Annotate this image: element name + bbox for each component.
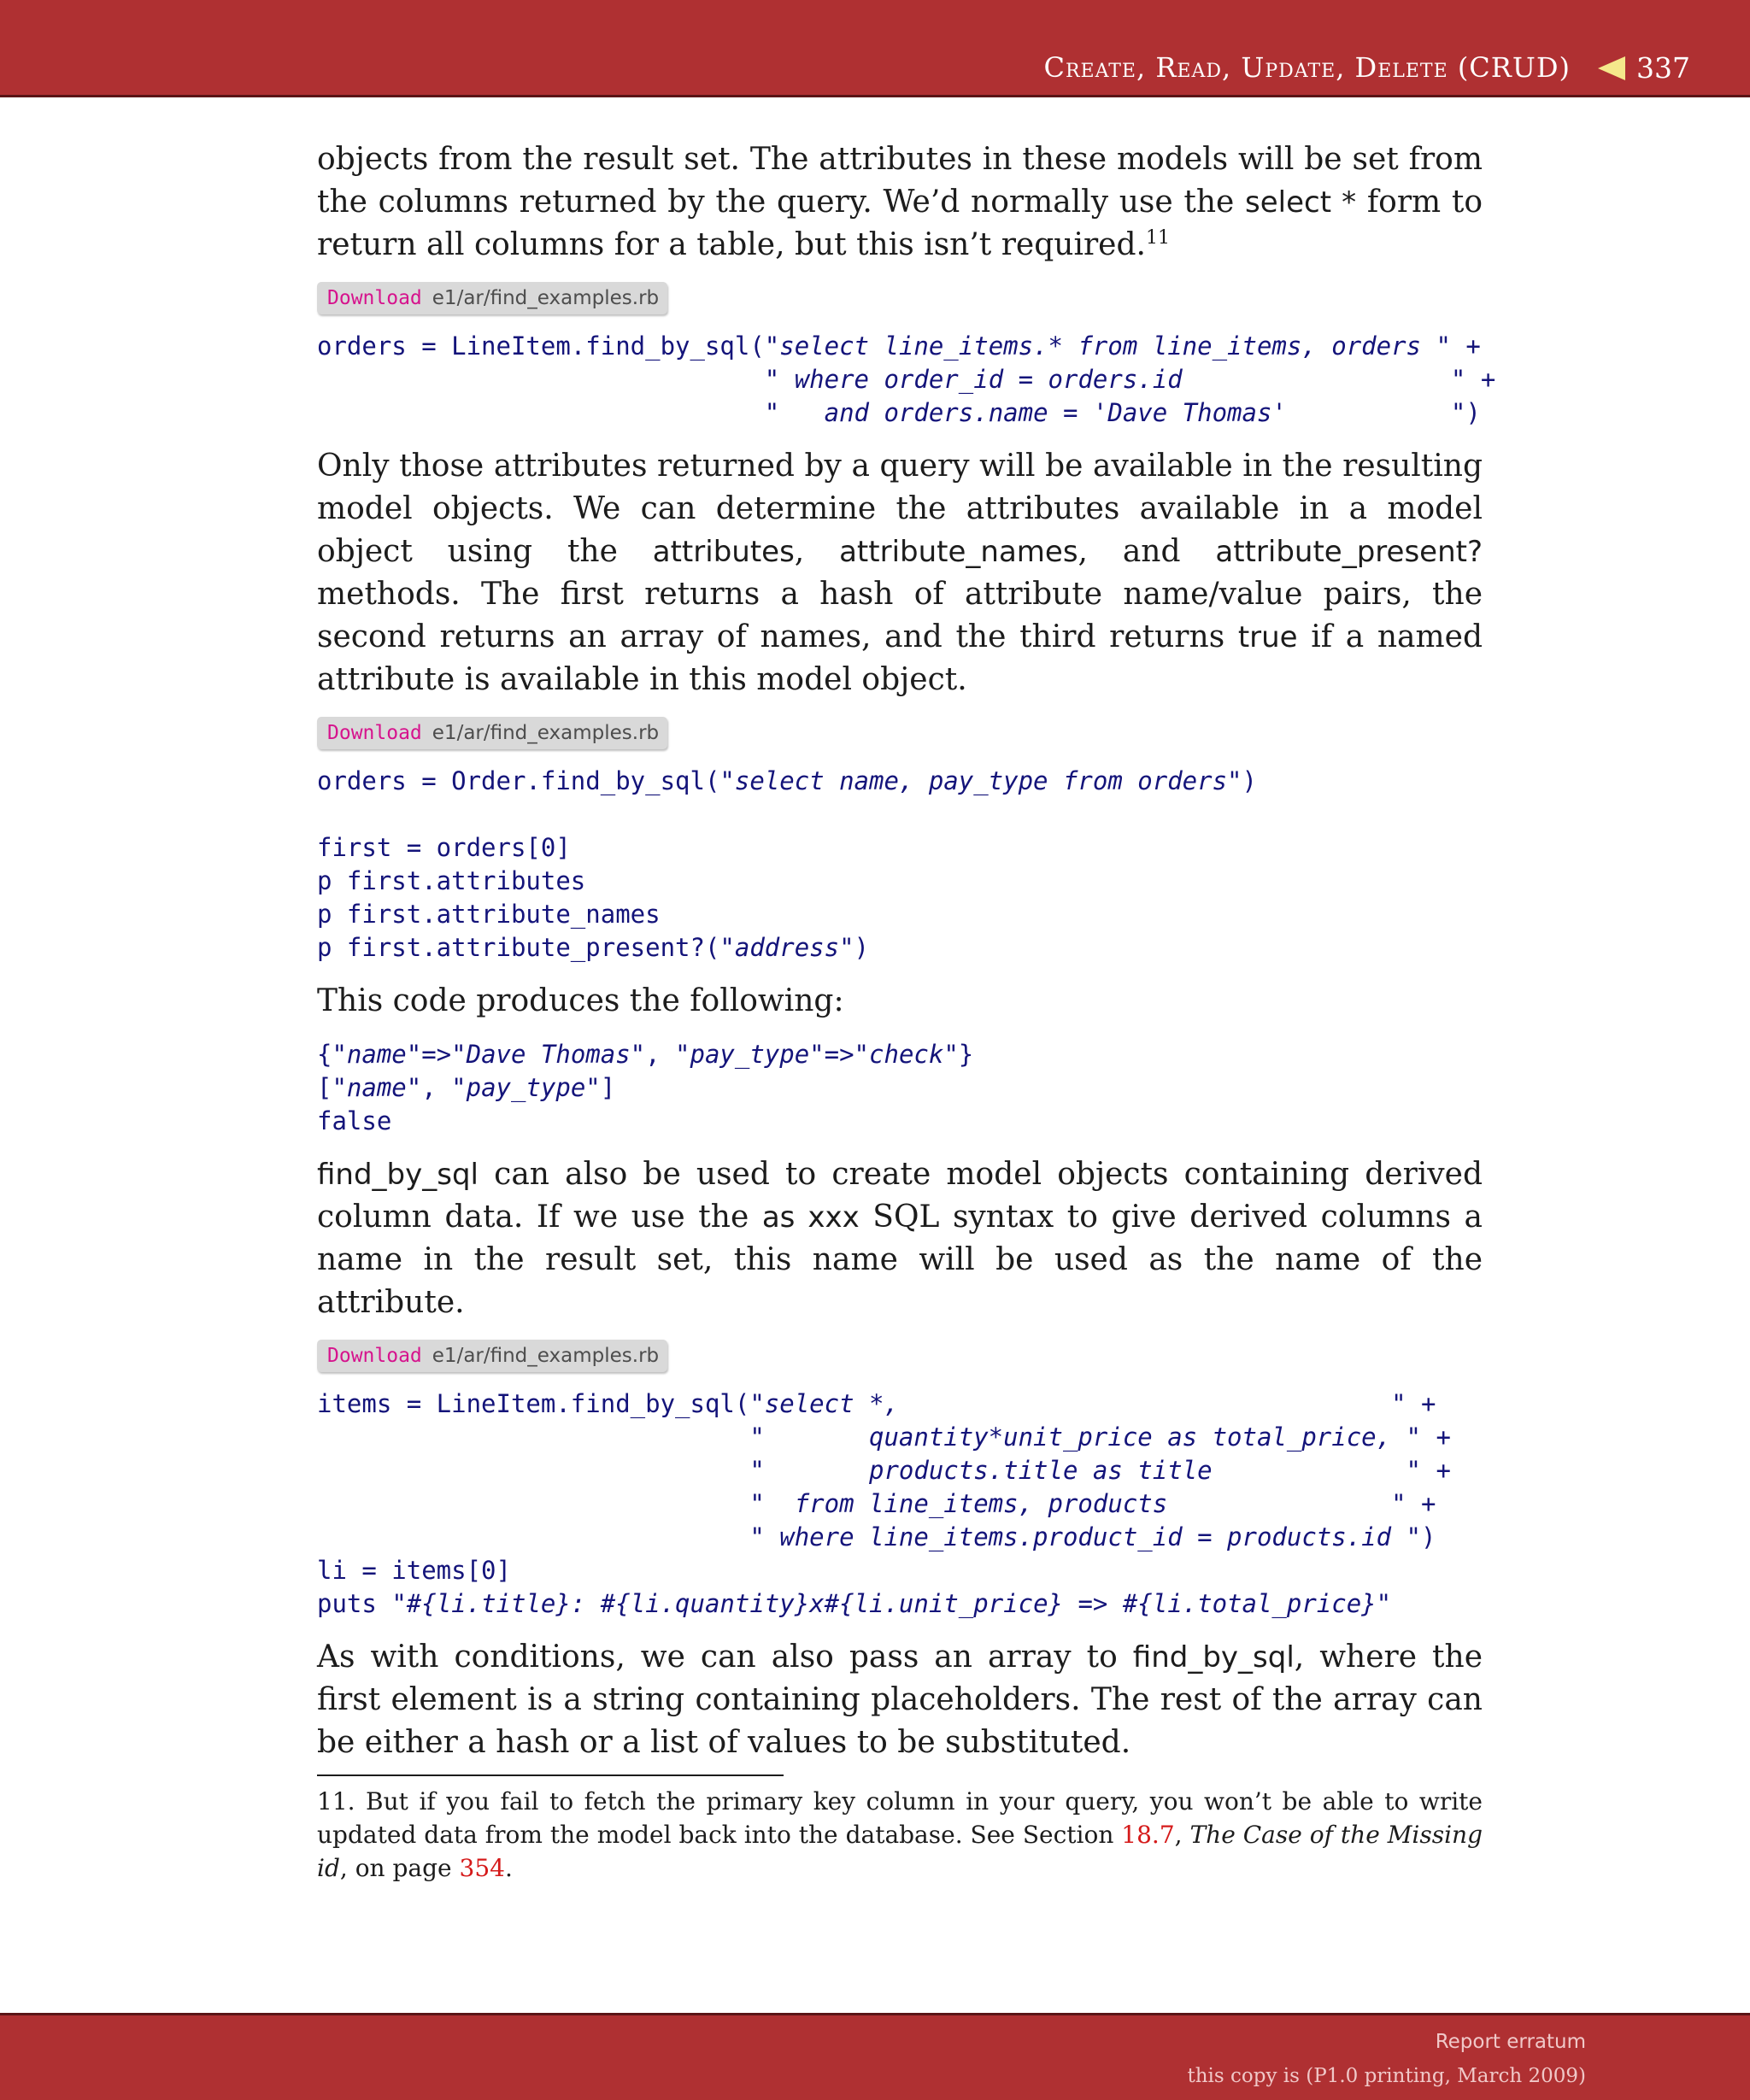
- code-line: [317, 833, 571, 862]
- code-string: " products.title as title ": [749, 1456, 1422, 1485]
- code-line: [317, 900, 661, 929]
- code-string: "select line_items.* from line_items, orders ": [764, 331, 1451, 361]
- code-block-1: [317, 330, 1496, 430]
- code-string: "name": [332, 1073, 422, 1102]
- code-text: +: [1406, 1489, 1436, 1518]
- code-string: " quantity*unit_price as total_price, ": [749, 1422, 1422, 1452]
- paragraph-3: This code produces the following:: [317, 983, 844, 1018]
- code-line: [317, 1040, 973, 1069]
- code-text: puts: [317, 1589, 392, 1618]
- code-string: " and orders.name = 'Dave Thomas' ": [764, 398, 1466, 427]
- code-text: p first.attribute_names: [317, 900, 661, 929]
- paragraph-5: As with conditions, we can also pass an array to find_by_sql, where the first element is a string containing placeholders. The rest of the array can be either a hash or a list of values to be substituted.: [317, 1640, 1483, 1760]
- paragraph-4: find_by_sql can also be used to create model objects containing derived column data. If we use the as xxx SQL syntax to give derived columns a name in the result set, this name will be used as the name of the attribute.: [317, 1157, 1483, 1320]
- code-text: ): [854, 933, 870, 962]
- download-link[interactable]: Download e1/ar/find_examples.rb: [317, 717, 667, 749]
- report-erratum-link[interactable]: Report erratum: [1435, 2031, 1586, 2053]
- code-text: +: [1450, 331, 1481, 361]
- code-string: "select *, ": [749, 1389, 1406, 1418]
- code-line: [317, 1073, 615, 1102]
- code-text: li = items[0]: [317, 1556, 511, 1585]
- page-footer: [0, 2013, 1750, 2100]
- code-string: "#{li.title}: #{li.quantity}x#{li.unit_price} => #{li.total_price}": [391, 1589, 1392, 1618]
- code-text: {: [317, 1040, 332, 1069]
- code-text: }: [958, 1040, 974, 1069]
- back-arrow-icon[interactable]: [1598, 56, 1625, 80]
- code-line: [317, 933, 869, 962]
- code-line: [317, 365, 1495, 394]
- code-text: ,: [421, 1073, 452, 1102]
- code-text: +: [1406, 1389, 1436, 1418]
- code-text: [317, 1489, 749, 1518]
- code-text: ]: [600, 1073, 616, 1102]
- code-text: +: [1421, 1422, 1451, 1452]
- code-text: ): [1242, 766, 1257, 795]
- code-text: [317, 1522, 749, 1552]
- paragraph-2: Only those attributes returned by a query will be available in the resulting model objects. We can determine the attributes available in a model object using the attributes, attribute_names, and attribute_present? methods. The first returns a hash of attribute name/value pairs, the second returns an array of names, and the third returns true if a named attribute is available in this model object.: [317, 449, 1483, 697]
- chapter-title: Create, Read, Update, Delete (CRUD): [1043, 51, 1571, 84]
- code-block-2: [317, 765, 1483, 965]
- code-text: p first.attribute_present?(: [317, 933, 720, 962]
- code-line: [317, 1522, 1436, 1552]
- code-text: [317, 398, 765, 427]
- code-line: [317, 1389, 1436, 1418]
- footnote-divider: [317, 1774, 784, 1776]
- code-string: "pay_type"=>"check": [675, 1040, 959, 1069]
- page-content: [317, 138, 1496, 1885]
- code-string: " from line_items, products ": [749, 1489, 1406, 1518]
- code-string: "name"=>"Dave Thomas": [332, 1040, 646, 1069]
- code-line: [317, 1106, 391, 1135]
- code-line: [317, 1422, 1451, 1452]
- code-text: [317, 1422, 749, 1452]
- page-link[interactable]: 354: [459, 1854, 505, 1882]
- download-link[interactable]: Download e1/ar/find_examples.rb: [317, 282, 667, 314]
- code-text: false: [317, 1106, 392, 1135]
- code-text: orders = Order.find_by_sql(: [317, 766, 720, 795]
- footnote-marker[interactable]: 11: [1145, 227, 1170, 249]
- copy-notice: this copy is (P1.0 printing, March 2009): [1187, 2065, 1586, 2087]
- code-output-block: [317, 1038, 1483, 1138]
- code-text: [: [317, 1073, 332, 1102]
- code-line: [317, 1556, 511, 1585]
- code-line: [317, 331, 1481, 361]
- inline-code: select *: [1245, 185, 1357, 220]
- code-text: items = LineItem.find_by_sql(: [317, 1389, 750, 1418]
- code-text: ): [1421, 1522, 1436, 1552]
- code-line: [317, 766, 1257, 795]
- code-string: "address": [719, 933, 854, 962]
- code-line: [317, 1489, 1436, 1518]
- page-header: [0, 0, 1750, 97]
- paragraph-1: objects from the result set. The attributes in these models will be set from the columns returned by the query. We’d normally use the select * form to return all columns for a table, but this isn’t required.$^{11}$: [317, 142, 1483, 262]
- code-text: +: [1421, 1456, 1451, 1485]
- download-link[interactable]: Download e1/ar/find_examples.rb: [317, 1340, 667, 1372]
- section-link[interactable]: 18.7: [1121, 1821, 1175, 1849]
- code-text: +: [1465, 365, 1496, 394]
- code-text: first = orders[0]: [317, 833, 571, 862]
- code-text: [317, 365, 765, 394]
- code-string: " where order_id = orders.id ": [764, 365, 1466, 394]
- code-line: [317, 1456, 1451, 1485]
- code-text: [317, 1456, 749, 1485]
- footnote: 11. But if you fail to fetch the primary key column in your query, you won’t be able to write updated data from the model back into the database. See Section 18.7, The Case of the Missing id, on page 354.: [317, 1787, 1483, 1882]
- page-number: 337: [1636, 51, 1690, 85]
- code-string: " where line_items.product_id = products.id ": [749, 1522, 1422, 1552]
- code-string: "select name, pay_type from orders": [719, 766, 1242, 795]
- code-line: [317, 398, 1481, 427]
- code-block-3: [317, 1387, 1483, 1621]
- code-line: [317, 1589, 1391, 1618]
- code-line: [317, 866, 585, 895]
- code-string: "pay_type": [451, 1073, 601, 1102]
- code-text: orders = LineItem.find_by_sql(: [317, 331, 765, 361]
- code-text: ): [1465, 398, 1481, 427]
- code-text: ,: [645, 1040, 676, 1069]
- code-text: p first.attributes: [317, 866, 586, 895]
